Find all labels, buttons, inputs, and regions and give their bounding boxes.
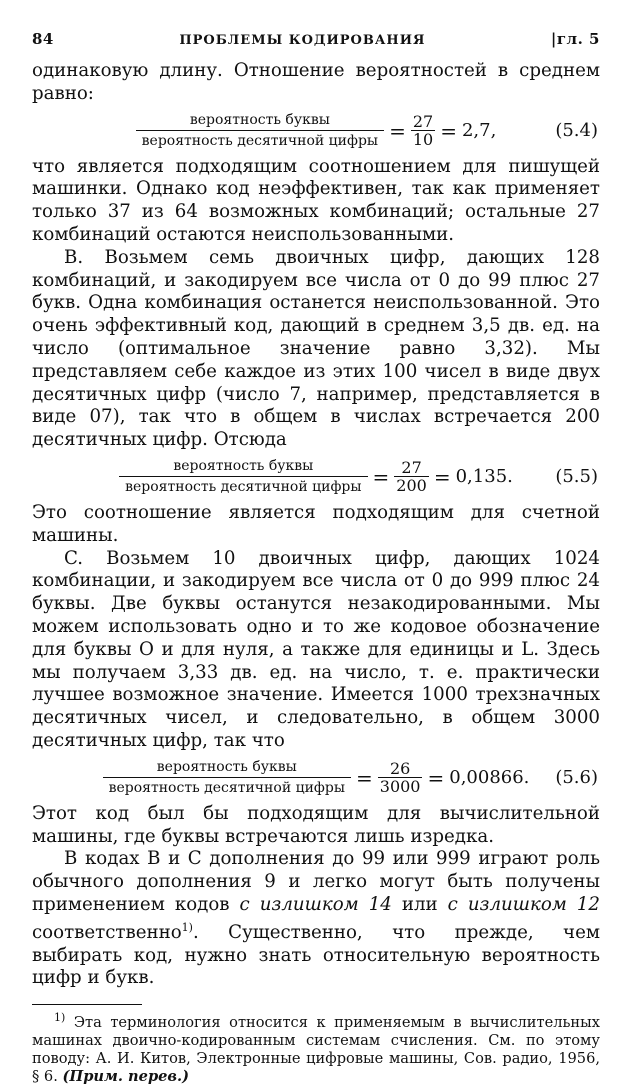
probability-ratio: $\frac{\text{вероятность буквы}}{\text{вероятность десятичной цифры}}$ [136, 112, 384, 149]
footnote: $^{1)}$ Эта терминология относится к применяемым в вычислительных машинах двоично-кодированным системам счисления. См. по этому поводу: А. И. Китов, Электронные цифровые машины, Сов. радио, 1956, § 6. (Прим. перев.) [32, 1011, 600, 1086]
code-excess-14: с излишком 14 [239, 893, 392, 915]
paragraph-a: что является подходящим соотношением для пишущей машинки. Однако код неэффективен, так как применяет только 37 из 64 возможных комбинаций; остальные 27 комбинаций остаются неиспользованными. [32, 155, 600, 245]
fraction-value: $\frac{26}{3000}$ [379, 758, 421, 796]
probability-ratio: $\frac{\text{вероятность буквы}}{\text{вероятность десятичной цифры}}$ [119, 458, 367, 495]
paragraph-c: C. Возьмем 10 двоичных цифр, дающих 1024 комбинации, и закодируем все числа от 0 до 999 плюс 24 буквы. Две буквы останутся незакодированными. Мы можем использовать одно и то же кодовое обозначение для буквы O и для нуля, а также для единицы и L. Здесь мы получаем 3,33 дв. ед. на число, т. е. практически лучшее возможное значение. Имеется 1000 трехзначных десятичных чисел, и следовательно, в общем 3000 десятичных цифр, так что [32, 547, 600, 751]
equation-result: 0,00866. [449, 767, 530, 789]
paragraph-c-end: Этот код был бы подходящим для вычислительной машины, где буквы встречаются лишь изредка. [32, 802, 600, 847]
equation-result: 2,7, [461, 120, 497, 142]
paragraph-intro: одинаковую длину. Отношение вероятностей в среднем равно: [32, 60, 600, 104]
equation-result: 0,135. [455, 466, 513, 488]
paragraph-b-end: Это соотношение является подходящим для счетной машины. [32, 501, 600, 546]
equation-5-6: $\frac{\text{вероятность буквы}}{\text{вероятность десятичной цифры}}$ = $\frac{26}{3000}$ = 0,00866. (5.6) [32, 753, 600, 803]
code-excess-12: с излишком 12 [447, 893, 601, 915]
fraction-value: $\frac{27}{200}$ [396, 457, 427, 495]
equation-number: (5.6) [555, 767, 598, 789]
footnote-divider [32, 1004, 142, 1005]
probability-ratio: $\frac{\text{вероятность буквы}}{\text{вероятность десятичной цифры}}$ [103, 759, 351, 796]
equation-number: (5.4) [555, 120, 598, 142]
chapter-label: |гл. 5 [550, 30, 600, 48]
equation-5-4: $\frac{\text{вероятность буквы}}{\text{вероятность десятичной цифры}}$ = $\frac{27}{10}$ = 2,7, (5.4) [32, 106, 600, 156]
equation-5-5: $\frac{\text{вероятность буквы}}{\text{вероятность десятичной цифры}}$ = $\frac{27}{200}$ = 0,135. (5.5) [32, 452, 600, 502]
running-header [32, 30, 600, 60]
page [32, 30, 600, 1086]
translator-note: (Прим. перев.) [62, 1068, 189, 1086]
paragraph-b: B. Возьмем семь двоичных цифр, дающих 128 комбинаций, и закодируем все числа от 0 до 99 плюс 27 букв. Одна комбинация останется неиспользованной. Это очень эффективный код, дающий в среднем 3,5 дв. ед. на число (оптимальное значение равно 3,32). Мы представляем себе каждое из этих 100 чисел в виде двух десятичных цифр (число 7, например, представляется в виде 07), так что в общем в числах встречается 200 десятичных цифр. Отсюда [32, 246, 600, 451]
fraction-value: $\frac{27}{10}$ [412, 111, 434, 149]
equation-number: (5.5) [555, 466, 598, 488]
page-number: 84 [32, 30, 54, 48]
paragraph-d: В кодах B и C дополнения до 99 или 999 играют роль обычного дополнения 9 и легко могут быть получены применением кодов с излишком 14 или с излишком 12 соответственно$^{1)}$. Существенно, что прежде, чем выбирать код, нужно знать относительную вероятность цифр и букв. [32, 848, 601, 989]
footnote-ref: 1) [181, 920, 193, 934]
running-title: ПРОБЛЕМЫ КОДИРОВАНИЯ [179, 33, 426, 48]
